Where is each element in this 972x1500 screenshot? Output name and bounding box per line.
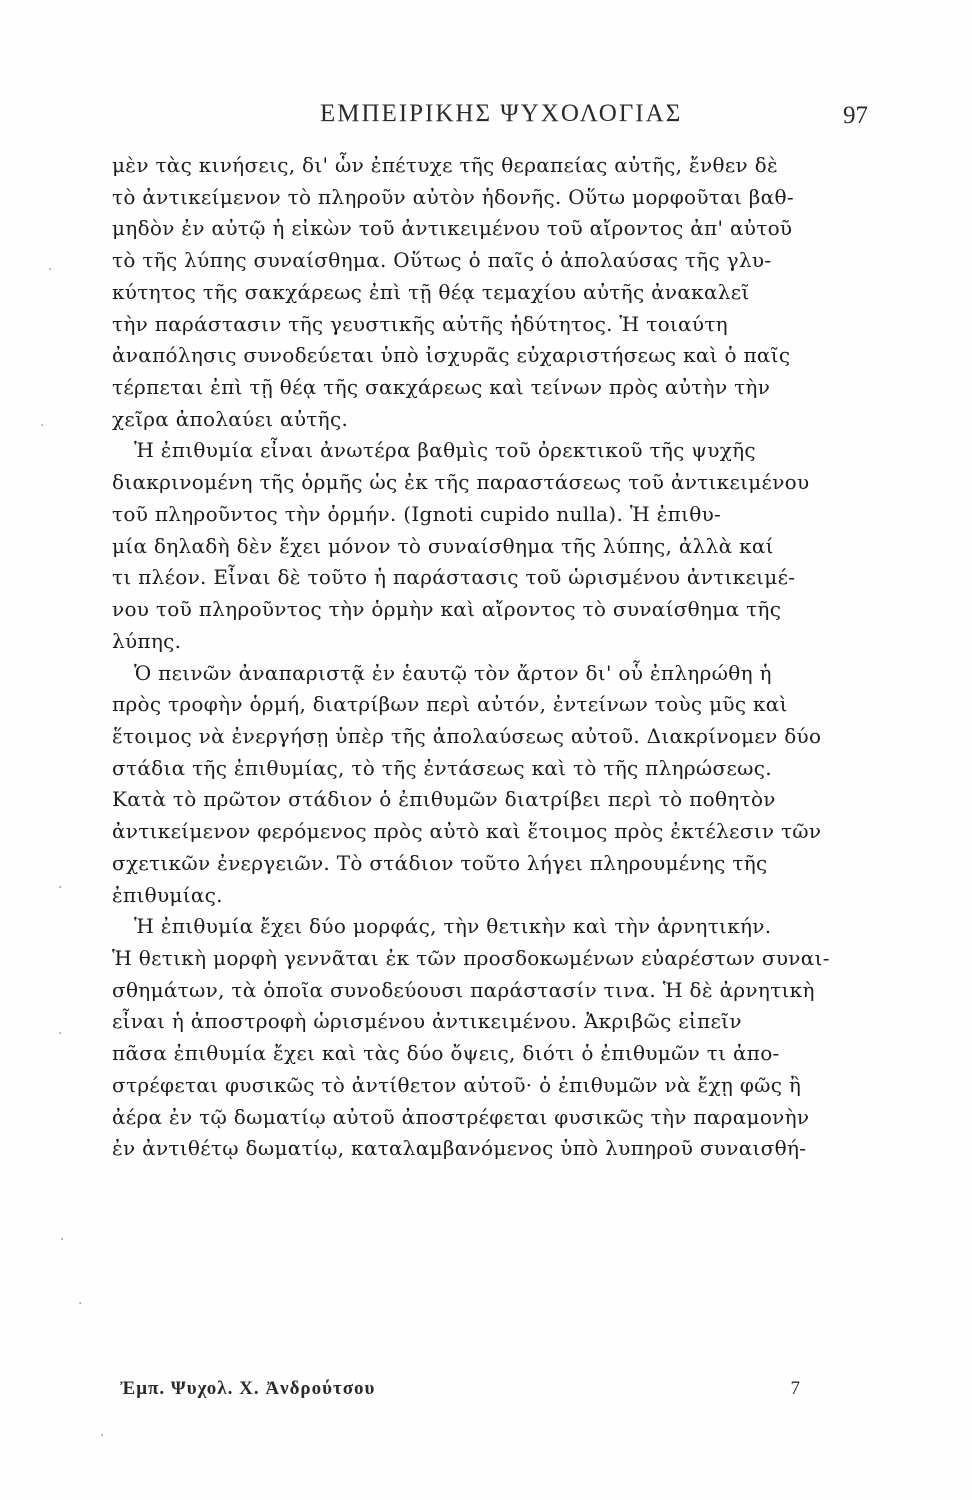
text-line: στρέφεται φυσικῶς τὸ ἀντίθετον αὐτοῦ· ὁ ἐπιθυμῶν νὰ ἔχῃ φῶς ἢ xyxy=(112,1072,802,1097)
text-line: τὸ ἀντικείμενον τὸ πληροῦν αὐτὸν ἡδονῆς. Οὕτω μορφοῦται βαθ- xyxy=(112,184,794,209)
text-line: σχετικῶν ἐνεργειῶν. Τὸ στάδιον τοῦτο λήγει πληρουμένης τῆς xyxy=(112,850,768,875)
margin-speck: · xyxy=(78,1296,83,1312)
text-line: πᾶσα ἐπιθυμία ἔχει καὶ τὰς δύο ὄψεις, διότι ὁ ἐπιθυμῶν τι ἀπο- xyxy=(112,1041,780,1066)
text-line: κύτητος τῆς σακχάρεως ἐπὶ τῇ θέᾳ τεμαχίου αὐτῆς ἀνακαλεῖ xyxy=(112,279,750,304)
text-line: ἀέρα ἐν τῷ δωματίῳ αὐτοῦ ἀποστρέφεται φυσικῶς τὴν παραμονὴν xyxy=(112,1104,810,1129)
margin-speck: · xyxy=(58,1026,63,1042)
text-line: Ἡ θετικὴ μορφὴ γεννᾶται ἐκ τῶν προσδοκωμένων εὐαρέστων συναι- xyxy=(112,945,830,970)
text-line: ἐν ἀντιθέτῳ δωματίῳ, καταλαμβανόμενος ὑπὸ λυπηροῦ συναισθή- xyxy=(112,1136,807,1161)
page-header xyxy=(100,100,868,134)
margin-speck: · xyxy=(58,880,63,896)
sheet-number: 7 xyxy=(790,1378,800,1399)
text-line: πρὸς τροφὴν ὁρμή, διατρίβων περὶ αὐτόν, ἐντείνων τοὺς μῦς καὶ xyxy=(112,692,788,717)
body-text xyxy=(112,150,852,1165)
text-line: ἕτοιμος νὰ ἐνεργήσῃ ὑπὲρ τῆς ἀπολαύσεως αὐτοῦ. Διακρίνομεν δύο xyxy=(112,723,822,748)
text-line: Ὁ πεινῶν ἀναπαριστᾷ ἐν ἑαυτῷ τὸν ἄρτον δι' οὗ ἐπληρώθη ἡ xyxy=(134,660,772,685)
text-line: μὲν τὰς κινήσεις, δι' ὧν ἐπέτυχε τῆς θεραπείας αὐτῆς, ἔνθεν δὲ xyxy=(112,153,778,177)
text-line: Ἡ ἐπιθυμία εἶναι ἀνωτέρα βαθμὶς τοῦ ὀρεκτικοῦ τῆς ψυχῆς xyxy=(134,438,756,463)
text-line: διακρινομένη τῆς ὁρμῆς ὡς ἐκ τῆς παραστάσεως τοῦ ἀντικειμένου xyxy=(112,470,810,495)
page-footer xyxy=(120,1378,800,1408)
text-line: τὸ τῆς λύπης συναίσθημα. Οὕτως ὁ παῖς ὁ ἀπολαύσας τῆς γλυ- xyxy=(112,248,772,273)
margin-speck: · xyxy=(100,1428,105,1444)
text-line: Ἡ ἐπιθυμία ἔχει δύο μορφάς, τὴν θετικὴν καὶ τὴν ἀρνητικήν. xyxy=(134,914,772,939)
text-line: εἶναι ἡ ἀποστροφὴ ὡρισμένου ἀντικειμένου. Ἀκριβῶς εἰπεῖν xyxy=(112,1009,742,1034)
text-line: λύπης. xyxy=(112,628,182,653)
running-title: ΕΜΠΕΙΡΙΚΗΣ ΨΥΧΟΛΟΓΙΑΣ xyxy=(320,100,683,127)
text-line: ἀντικείμενον φερόμενος πρὸς αὐτὸ καὶ ἕτοιμος πρὸς ἐκτέλεσιν τῶν xyxy=(112,819,822,844)
text-line: ἀναπόλησις συνοδεύεται ὑπὸ ἰσχυρᾶς εὐχαριστήσεως καὶ ὁ παῖς xyxy=(112,343,791,368)
text-line: τὴν παράστασιν τῆς γευστικῆς αὐτῆς ἡδύτητος. Ἡ τοιαύτη xyxy=(112,311,728,336)
text-line: τοῦ πληροῦντος τὴν ὁρμήν. (Ignoti cupido nulla). Ἡ ἐπιθυ- xyxy=(112,501,722,526)
text-line: τέρπεται ἐπὶ τῇ θέᾳ τῆς σακχάρεως καὶ τείνων πρὸς αὐτὴν τὴν xyxy=(112,375,771,400)
text-line: σθημάτων, τὰ ὁποῖα συνοδεύουσι παράστασίν τινα. Ἡ δὲ ἀρνητικὴ xyxy=(112,977,815,1002)
margin-speck: · xyxy=(60,1232,65,1248)
text-line: Κατὰ τὸ πρῶτον στάδιον ὁ ἐπιθυμῶν διατρίβει περὶ τὸ ποθητὸν xyxy=(112,787,776,812)
text-line: στάδια τῆς ἐπιθυμίας, τὸ τῆς ἐντάσεως καὶ τὸ τῆς πληρώσεως. xyxy=(112,755,772,780)
text-line: ἐπιθυμίας. xyxy=(112,882,223,907)
text-line: νου τοῦ πληροῦντος τὴν ὁρμὴν καὶ αἴροντος τὸ συναίσθημα τῆς xyxy=(112,597,782,622)
printer-signature: Ἐμπ. Ψυχολ. Χ. Ἀνδρούτσου xyxy=(120,1378,376,1399)
margin-speck: · xyxy=(48,262,53,278)
text-line: τι πλέον. Εἶναι δὲ τοῦτο ἡ παράστασις τοῦ ὡρισμένου ἀντικειμέ- xyxy=(112,565,796,590)
text-line: μία δηλαδὴ δὲν ἔχει μόνον τὸ συναίσθημα τῆς λύπης, ἀλλὰ καί xyxy=(112,533,774,558)
text-line: χεῖρα ἀπολαύει αὐτῆς. xyxy=(112,406,349,431)
page-number: 97 xyxy=(843,102,868,129)
text-line: μηδὸν ἐν αὐτῷ ἡ εἰκὼν τοῦ ἀντικειμένου τοῦ αἴροντος ἀπ' αὐτοῦ xyxy=(112,216,793,241)
margin-speck: · xyxy=(40,418,45,434)
